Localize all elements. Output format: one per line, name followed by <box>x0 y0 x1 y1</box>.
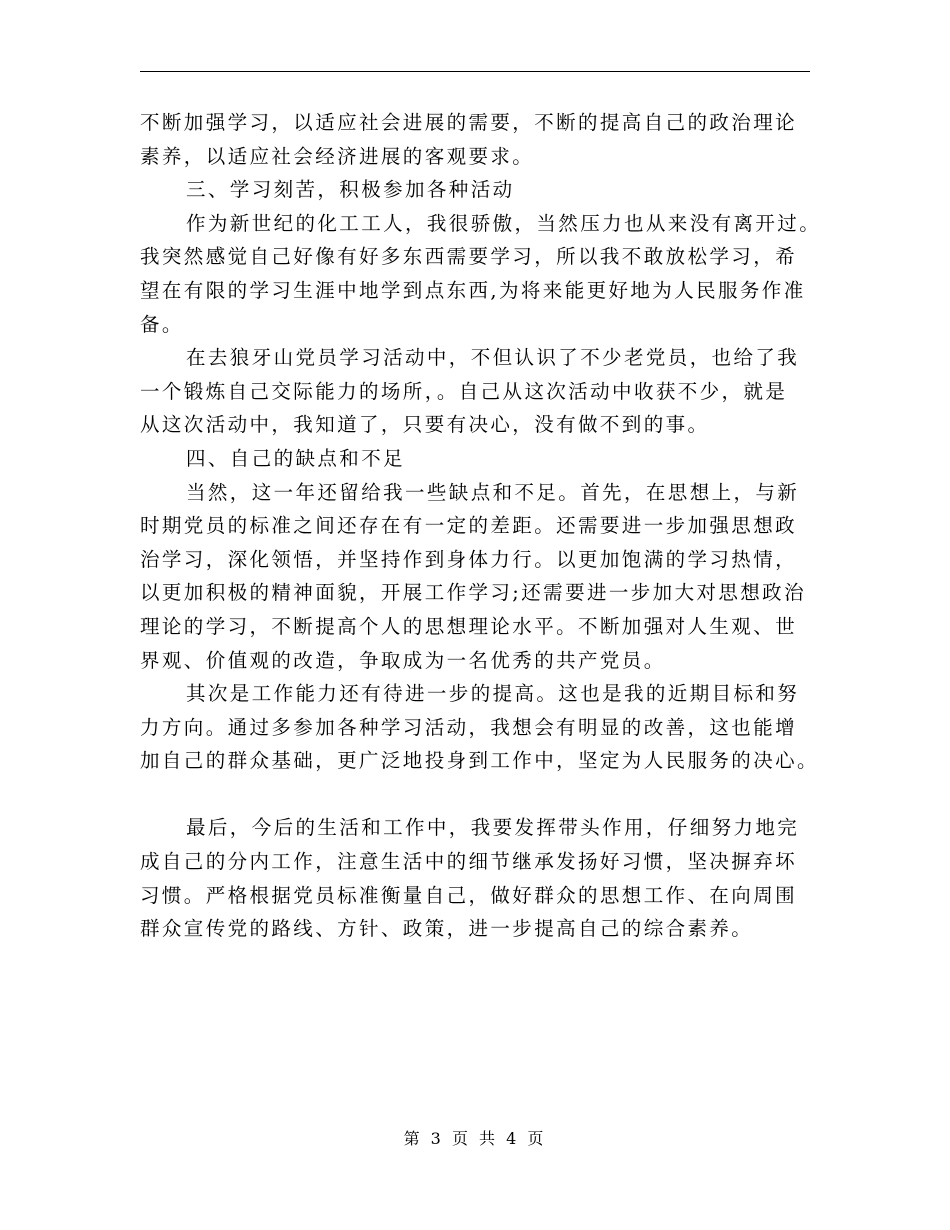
paragraph-line: 力方向。通过多参加各种学习活动，我想会有明显的改善，这也能增 <box>140 715 798 739</box>
paragraph-line: 望在有限的学习生涯中地学到点东西,为将来能更好地为人民服务作准 <box>140 278 806 302</box>
paragraph-line: 时期党员的标准之间还存在有一定的差距。还需要进一步加强思想政 <box>140 514 798 538</box>
paragraph-line: 以更加积极的精神面貌，开展工作学习;还需要进一步加大对思想政治 <box>140 581 806 605</box>
paragraph-line: 其次是工作能力还有待进一步的提高。这也是我的近期目标和努 <box>186 682 800 706</box>
section-heading: 四、自己的缺点和不足 <box>186 446 406 470</box>
section-heading: 三、学习刻苦，积极参加各种活动 <box>186 178 515 202</box>
paragraph-line: 理论的学习，不断提高个人的思想理论水平。不断加强对人生观、世 <box>140 614 798 638</box>
paragraph-line: 不断加强学习，以适应社会进展的需要，不断的提高自己的政治理论 <box>140 111 798 134</box>
paragraph-line: 备。 <box>140 312 184 336</box>
paragraph-line: 习惯。严格根据党员标准衡量自己，做好群众的思想工作、在向周围 <box>140 883 798 907</box>
header-rule <box>140 71 810 72</box>
paragraph-gap <box>140 778 810 812</box>
paragraph-line: 界观、价值观的改造，争取成为一名优秀的共产党员。 <box>140 648 666 672</box>
paragraph-line: 一个锻炼自己交际能力的场所，。自己从这次活动中收获不少，就是 <box>140 379 788 403</box>
paragraph-line: 从这次活动中，我知道了，只要有决心，没有做不到的事。 <box>140 413 710 437</box>
paragraph-line: 在去狼牙山党员学习活动中，不但认识了不少老党员，也给了我 <box>186 346 800 370</box>
paragraph-line: 成自己的分内工作，注意生活中的细节继承发扬好习惯，坚决摒弃坏 <box>140 850 798 874</box>
body-text <box>140 106 822 946</box>
paragraph-line: 群众宣传党的路线、方针、政策，进一步提高自己的综合素养。 <box>140 917 754 941</box>
page-number-footer: 第 3 页 共 4 页 <box>403 1129 547 1148</box>
paragraph-line: 我突然感觉自己好像有好多东西需要学习，所以我不敢放松学习，希 <box>140 245 798 269</box>
paragraph-line: 素养，以适应社会经济进展的客观要求。 <box>140 144 535 168</box>
paragraph-line: 最后，今后的生活和工作中，我要发挥带头作用，仔细努力地完 <box>186 816 800 840</box>
paragraph-line: 加自己的群众基础，更广泛地投身到工作中，坚定为人民服务的决心。 <box>140 749 819 773</box>
paragraph-line: 当然，这一年还留给我一些缺点和不足。首先，在思想上，与新 <box>186 480 800 504</box>
paragraph-line: 治学习，深化领悟，并坚持作到身体力行。以更加饱满的学习热情， <box>140 547 798 571</box>
paragraph-line: 作为新世纪的化工工人，我很骄傲，当然压力也从来没有离开过。 <box>186 211 822 235</box>
